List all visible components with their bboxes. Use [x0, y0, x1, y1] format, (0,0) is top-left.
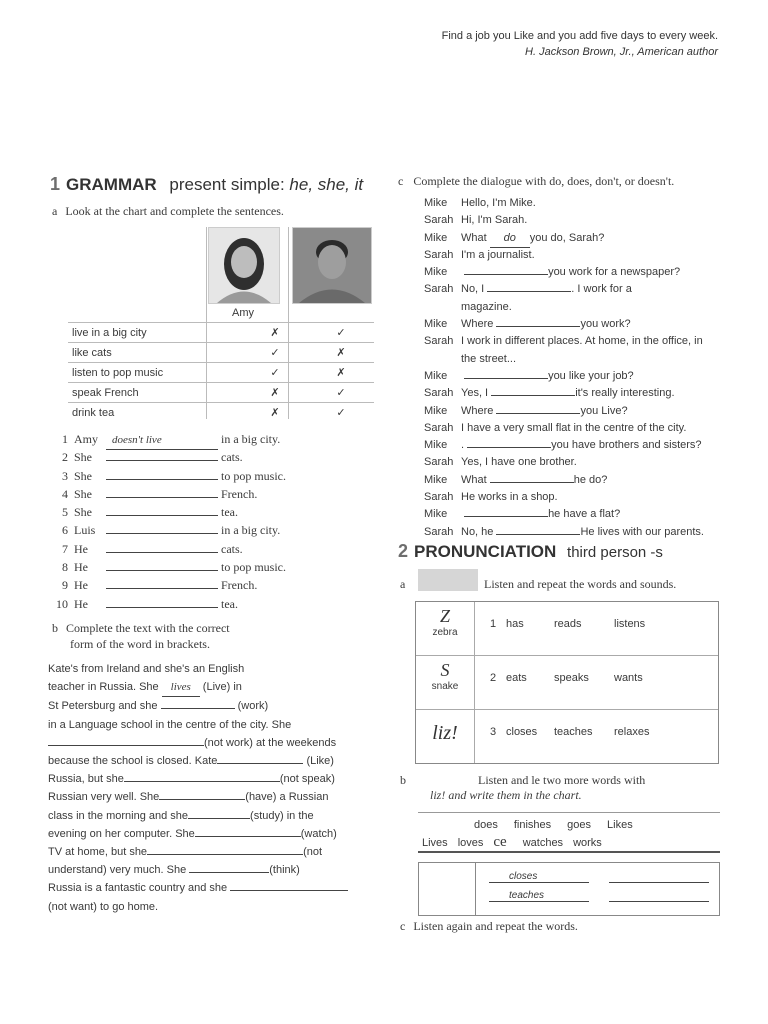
line-text: the street...	[461, 352, 517, 365]
dialogue-line	[424, 316, 724, 333]
line-text-end: He lives with our parents.	[580, 525, 704, 538]
instruction-text-2: liz! and write them in the chart.	[430, 788, 582, 802]
luis-mark: ✗	[308, 343, 374, 363]
sentence-subject: He	[74, 560, 88, 575]
para-text: Russian very well. She	[48, 791, 160, 804]
exercise-letter: b	[400, 773, 406, 787]
speaker-name: Sarah	[424, 283, 454, 296]
sentence-item	[48, 503, 286, 521]
answer-blank[interactable]	[106, 607, 218, 608]
line-text: Where	[461, 318, 494, 331]
dialogue-line	[424, 368, 724, 385]
answer-blank[interactable]	[188, 818, 250, 819]
line-text-end: it's really interesting.	[575, 387, 675, 400]
line-text: What	[461, 231, 487, 244]
speaker-name: Sarah	[424, 456, 454, 469]
speaker-name: Sarah	[424, 248, 454, 261]
instruction-text: Listen and repeat the words and sounds.	[484, 577, 677, 591]
sound-row	[416, 656, 718, 710]
amy-mark: ✗	[242, 403, 308, 423]
activity-label: live in a big city	[68, 323, 242, 343]
para-text: because the school is closed. Kate	[48, 755, 218, 768]
speaker-name: Mike	[424, 197, 448, 209]
section-subtitle-italic: he, she, it	[289, 175, 364, 194]
line-text-end: . I work for a	[571, 283, 632, 296]
sentence-end: tea.	[221, 596, 238, 611]
para-text: Russia, but she	[48, 773, 124, 786]
luis-mark: ✓	[308, 383, 374, 403]
audio-icon[interactable]	[418, 569, 478, 591]
sentence-item	[48, 521, 286, 539]
sentence-end: cats.	[221, 450, 243, 465]
chart-row	[68, 383, 374, 403]
dialogue-line	[424, 420, 724, 437]
word: speaks	[554, 672, 589, 684]
sentence-end: cats.	[221, 541, 243, 556]
section-number: 2	[398, 541, 409, 561]
word-bank-item: Likes	[607, 819, 633, 831]
likes-chart	[68, 322, 374, 422]
line-text-end: you work for a newspaper?	[548, 266, 681, 279]
instruction-text-1: Listen and le two more words with	[478, 773, 646, 787]
answer-blank[interactable]	[195, 836, 301, 837]
answer-blank[interactable]	[496, 326, 580, 327]
sound-symbol: liz!	[432, 722, 458, 744]
para-line: Kate's from Ireland and she's an English	[48, 663, 245, 675]
sentence-end: in a big city.	[221, 523, 281, 538]
amy-photo	[208, 227, 280, 304]
para-text: TV at home, but she	[48, 846, 148, 859]
line-text-end: you have brothers and sisters?	[551, 439, 702, 452]
sentence-end: tea.	[221, 505, 238, 520]
sentence-end: French.	[221, 486, 258, 501]
answer-blank[interactable]	[230, 890, 348, 891]
sentence-end: to pop music.	[221, 468, 286, 483]
amy-mark: ✓	[242, 363, 308, 383]
word: closes	[506, 726, 538, 738]
luis-mark: ✓	[308, 403, 374, 423]
para-line: in a Language school in the centre of the city. She	[48, 718, 292, 731]
answer-blank[interactable]	[106, 570, 218, 571]
answer-blank[interactable]	[464, 516, 548, 517]
speaker-name: Mike	[424, 508, 448, 521]
kate-paragraph	[48, 660, 368, 916]
instruction-text: Complete the dialogue with do, does, don't, or doesn't.	[413, 174, 675, 188]
dialogue-line	[424, 281, 724, 298]
luis-photo	[292, 227, 372, 304]
line-text: Hello, I'm Mike.	[461, 197, 536, 209]
word: eats	[506, 672, 527, 684]
sentence-number: 6	[62, 523, 68, 538]
snake-icon	[416, 656, 475, 709]
instruction-text-2: form of the word in brackets.	[70, 637, 210, 651]
speaker-name: Mike	[424, 473, 448, 486]
activity-label: like cats	[68, 343, 242, 363]
line-text: Yes, I have one brother.	[461, 456, 577, 469]
answer-blank[interactable]	[496, 534, 580, 535]
exercise-letter: a	[400, 577, 406, 591]
sound-label: zebra	[432, 627, 458, 638]
para-text: (study) in the	[250, 809, 314, 822]
section-title: GRAMMAR	[66, 175, 157, 194]
word-bank-item: watches	[522, 837, 564, 849]
activity-label: speak French	[68, 383, 242, 403]
word-bank-item: does	[474, 819, 498, 831]
answer-blank[interactable]	[487, 291, 571, 292]
sentence-number: 5	[62, 505, 68, 520]
section-number: 1	[50, 174, 61, 194]
speaker-name: Sarah	[424, 335, 454, 348]
answer-blank[interactable]	[491, 395, 575, 396]
exercise-letter: c	[398, 174, 404, 188]
word: listens	[614, 618, 646, 630]
para-text: St Petersburg and she	[48, 700, 158, 713]
answer-blank[interactable]	[159, 799, 245, 800]
sounds-table	[415, 601, 719, 764]
line-text: .	[461, 439, 465, 452]
word: has	[506, 618, 524, 630]
line-text-end: he have a flat?	[548, 508, 621, 521]
line-text: He works in a shop.	[461, 491, 558, 504]
activity-label: listen to pop music	[68, 363, 242, 383]
dialogue-line	[424, 489, 724, 506]
amy-mark: ✓	[242, 343, 308, 363]
answer-blank[interactable]	[217, 763, 303, 764]
answer-chart	[418, 862, 720, 916]
sentence-subject: She	[74, 505, 92, 520]
dialogue-line	[424, 230, 724, 247]
sound-symbol: Z	[439, 606, 450, 626]
zebra-icon	[416, 602, 475, 655]
sentence-list	[48, 430, 286, 613]
sentence-subject: He	[74, 541, 88, 556]
word-bank-item: finishes	[513, 819, 552, 831]
sentence-subject: She	[74, 486, 92, 501]
sentence-item	[48, 448, 286, 466]
answer-blank[interactable]	[467, 447, 551, 448]
sentence-number: 1	[62, 432, 68, 446]
sound-row	[416, 710, 718, 763]
line-text-end: you do, Sarah?	[529, 231, 605, 244]
sentence-end: to pop music.	[221, 560, 286, 575]
sentence-subject: She	[74, 468, 92, 483]
line-text: I have a very small flat in the centre of the city.	[461, 421, 687, 434]
quote-author: H. Jackson Brown, Jr., American author	[525, 46, 718, 58]
line-text: Yes, I	[461, 387, 489, 400]
line-text-end: you like your job?	[548, 369, 634, 382]
row-number: 1	[490, 618, 497, 630]
dialogue-line	[424, 403, 724, 420]
answer-blank[interactable]	[124, 781, 280, 782]
grammar-heading	[50, 174, 363, 195]
sentence-item	[48, 576, 286, 594]
answer-blank[interactable]	[106, 552, 218, 553]
line-text: Hi, I'm Sarah.	[461, 214, 528, 227]
word: wants	[614, 672, 643, 684]
amy-label: Amy	[232, 307, 254, 319]
para-text: (not work) at the weekends	[204, 736, 337, 749]
sentence-end: in a big city.	[221, 432, 281, 446]
exercise-letter: b	[52, 621, 58, 635]
section-subtitle: present simple:	[169, 175, 285, 194]
sound-symbol: S	[440, 660, 450, 680]
word: relaxes	[614, 726, 650, 738]
answer-blank[interactable]: doesn't live	[106, 431, 218, 450]
answer-blank[interactable]	[48, 745, 204, 746]
dialogue-line	[424, 212, 724, 229]
para-line: (not want) to go home.	[48, 900, 159, 913]
word-bank-item: loves	[457, 837, 484, 849]
dialogue-line	[424, 333, 724, 350]
sentence-number: 3	[62, 468, 68, 483]
word-bank-item: ce	[493, 834, 507, 850]
line-text-end: you Live?	[580, 404, 628, 417]
sentence-subject: Amy	[74, 432, 98, 446]
para-text: class in the morning and she	[48, 809, 189, 822]
dialogue-line	[424, 247, 724, 264]
line-text: No, he	[461, 525, 494, 538]
exercise-a-instruction	[52, 204, 284, 219]
sentence-item	[48, 485, 286, 503]
speaker-name: Sarah	[424, 421, 454, 434]
chart-row	[68, 403, 374, 423]
section-subtitle: third person -s	[567, 544, 663, 561]
para-text: (watch)	[300, 827, 337, 840]
instruction-text: Look at the chart and complete the sentences.	[65, 204, 284, 218]
sound-row	[416, 602, 718, 656]
answer-blank[interactable]	[189, 872, 269, 873]
para-text: (think)	[269, 864, 300, 877]
para-text: (not speak)	[279, 773, 335, 786]
dialogue-line	[424, 351, 724, 368]
exercise-b-pron	[400, 773, 645, 803]
sentence-item	[48, 558, 286, 576]
sentence-number: 7	[62, 541, 68, 556]
answer-blank[interactable]	[496, 413, 580, 414]
sentence-number: 9	[62, 578, 68, 593]
line-text: Where	[461, 404, 494, 417]
answer-blank[interactable]	[161, 708, 235, 709]
quote-text: Find a job you Like and you add five days to every week.	[441, 30, 718, 42]
amy-mark: ✗	[242, 383, 308, 403]
answer-blank[interactable]: lives	[162, 678, 200, 697]
activity-label: drink tea	[68, 403, 242, 423]
speaker-name: Mike	[424, 404, 448, 417]
speaker-name: Mike	[424, 266, 448, 279]
dialogue-line	[424, 472, 724, 489]
sentence-number: 10	[56, 596, 68, 611]
sentence-item	[48, 430, 286, 448]
sentence-item	[48, 467, 286, 485]
instruction-text: Listen again and repeat the words.	[413, 919, 578, 933]
speaker-name: Mike	[424, 369, 448, 382]
speaker-name: Sarah	[424, 525, 454, 538]
line-text: What	[461, 473, 487, 486]
dialogue-line	[424, 524, 724, 541]
word-bank-item: Lives	[422, 837, 448, 849]
answer-blank[interactable]: do	[490, 230, 530, 248]
line-text-end: you work?	[580, 318, 631, 331]
dialogue-line	[424, 454, 724, 471]
dialogue-line	[424, 195, 724, 212]
liz-icon	[416, 710, 475, 763]
sound-label: snake	[431, 681, 459, 692]
para-text: (have) a Russian	[245, 791, 329, 804]
answer-blank[interactable]	[609, 901, 709, 902]
row-number: 3	[490, 726, 497, 738]
exercise-letter: c	[400, 919, 406, 933]
para-text: evening on her computer. She	[48, 827, 195, 840]
section-title: PRONUNCIATION	[414, 542, 557, 561]
word-bank	[418, 812, 720, 853]
row-number: 2	[490, 672, 497, 684]
dialogue-line	[424, 299, 724, 316]
para-text: (Like)	[306, 755, 334, 768]
amy-mark: ✗	[242, 323, 308, 343]
para-text: teacher in Russia. She	[48, 681, 159, 694]
chart-divider	[475, 863, 476, 915]
speaker-name: Mike	[424, 231, 448, 244]
exercise-b-instruction	[52, 620, 230, 652]
answer-blank[interactable]	[106, 588, 218, 589]
line-text: No, I	[461, 283, 485, 296]
answer-blank[interactable]	[106, 460, 218, 461]
luis-mark: ✓	[308, 323, 374, 343]
dialogue-line	[424, 437, 724, 454]
word: teaches	[554, 726, 593, 738]
answer-blank[interactable]	[490, 482, 574, 483]
answer-blank[interactable]	[609, 882, 709, 883]
word-bank-item: goes	[567, 819, 592, 831]
speaker-name: Sarah	[424, 214, 454, 227]
chart-row	[68, 343, 374, 363]
answer-blank[interactable]	[106, 533, 218, 534]
answer-blank[interactable]	[147, 854, 303, 855]
quote-block	[442, 28, 718, 60]
sentence-number: 4	[62, 486, 68, 501]
instruction-text-1: Complete the text with the correct	[66, 621, 230, 635]
sentence-end: French.	[221, 578, 258, 593]
sentence-item	[48, 540, 286, 558]
word: reads	[554, 618, 582, 630]
dialogue	[424, 195, 724, 541]
answer-blank[interactable]	[464, 378, 548, 379]
exercise-letter: a	[52, 204, 58, 218]
para-text: understand) very much. She	[48, 864, 187, 877]
chart-row	[68, 323, 374, 343]
para-text: (work)	[237, 700, 269, 713]
line-text-end: he do?	[573, 473, 608, 486]
line-text: I work in different places. At home, in the office, in	[461, 335, 703, 348]
sentence-number: 2	[62, 450, 68, 465]
exercise-c-instruction	[398, 174, 674, 189]
line-text: I'm a journalist.	[461, 248, 535, 261]
pronunciation-heading	[398, 541, 663, 562]
para-text: (not	[303, 846, 323, 859]
speaker-name: Mike	[424, 318, 448, 331]
speaker-name: Sarah	[424, 491, 454, 504]
sentence-subject: He	[74, 596, 88, 611]
sentence-subject: Luis	[74, 523, 96, 538]
luis-mark: ✗	[308, 363, 374, 383]
speaker-name: Sarah	[424, 387, 454, 400]
line-text: magazine.	[461, 300, 512, 313]
dialogue-line	[424, 264, 724, 281]
exercise-c-pron	[400, 919, 578, 934]
sentence-number: 8	[62, 560, 68, 575]
sentence-subject: He	[74, 578, 88, 593]
sentence-item	[48, 595, 286, 613]
answer-blank[interactable]	[106, 515, 218, 516]
answer-closes: closes	[489, 871, 589, 883]
answer-teaches: teaches	[489, 890, 589, 902]
answer-blank[interactable]	[106, 497, 218, 498]
answer-blank[interactable]	[464, 274, 548, 275]
chart-row	[68, 363, 374, 383]
word-bank-item: works	[573, 837, 602, 849]
dialogue-line	[424, 385, 724, 402]
speaker-name: Mike	[424, 439, 448, 452]
para-text: (Live) in	[202, 681, 242, 694]
answer-blank[interactable]	[106, 479, 218, 480]
para-text: Russia is a fantastic country and she	[48, 882, 228, 895]
sentence-subject: She	[74, 450, 92, 465]
dialogue-line	[424, 506, 724, 523]
